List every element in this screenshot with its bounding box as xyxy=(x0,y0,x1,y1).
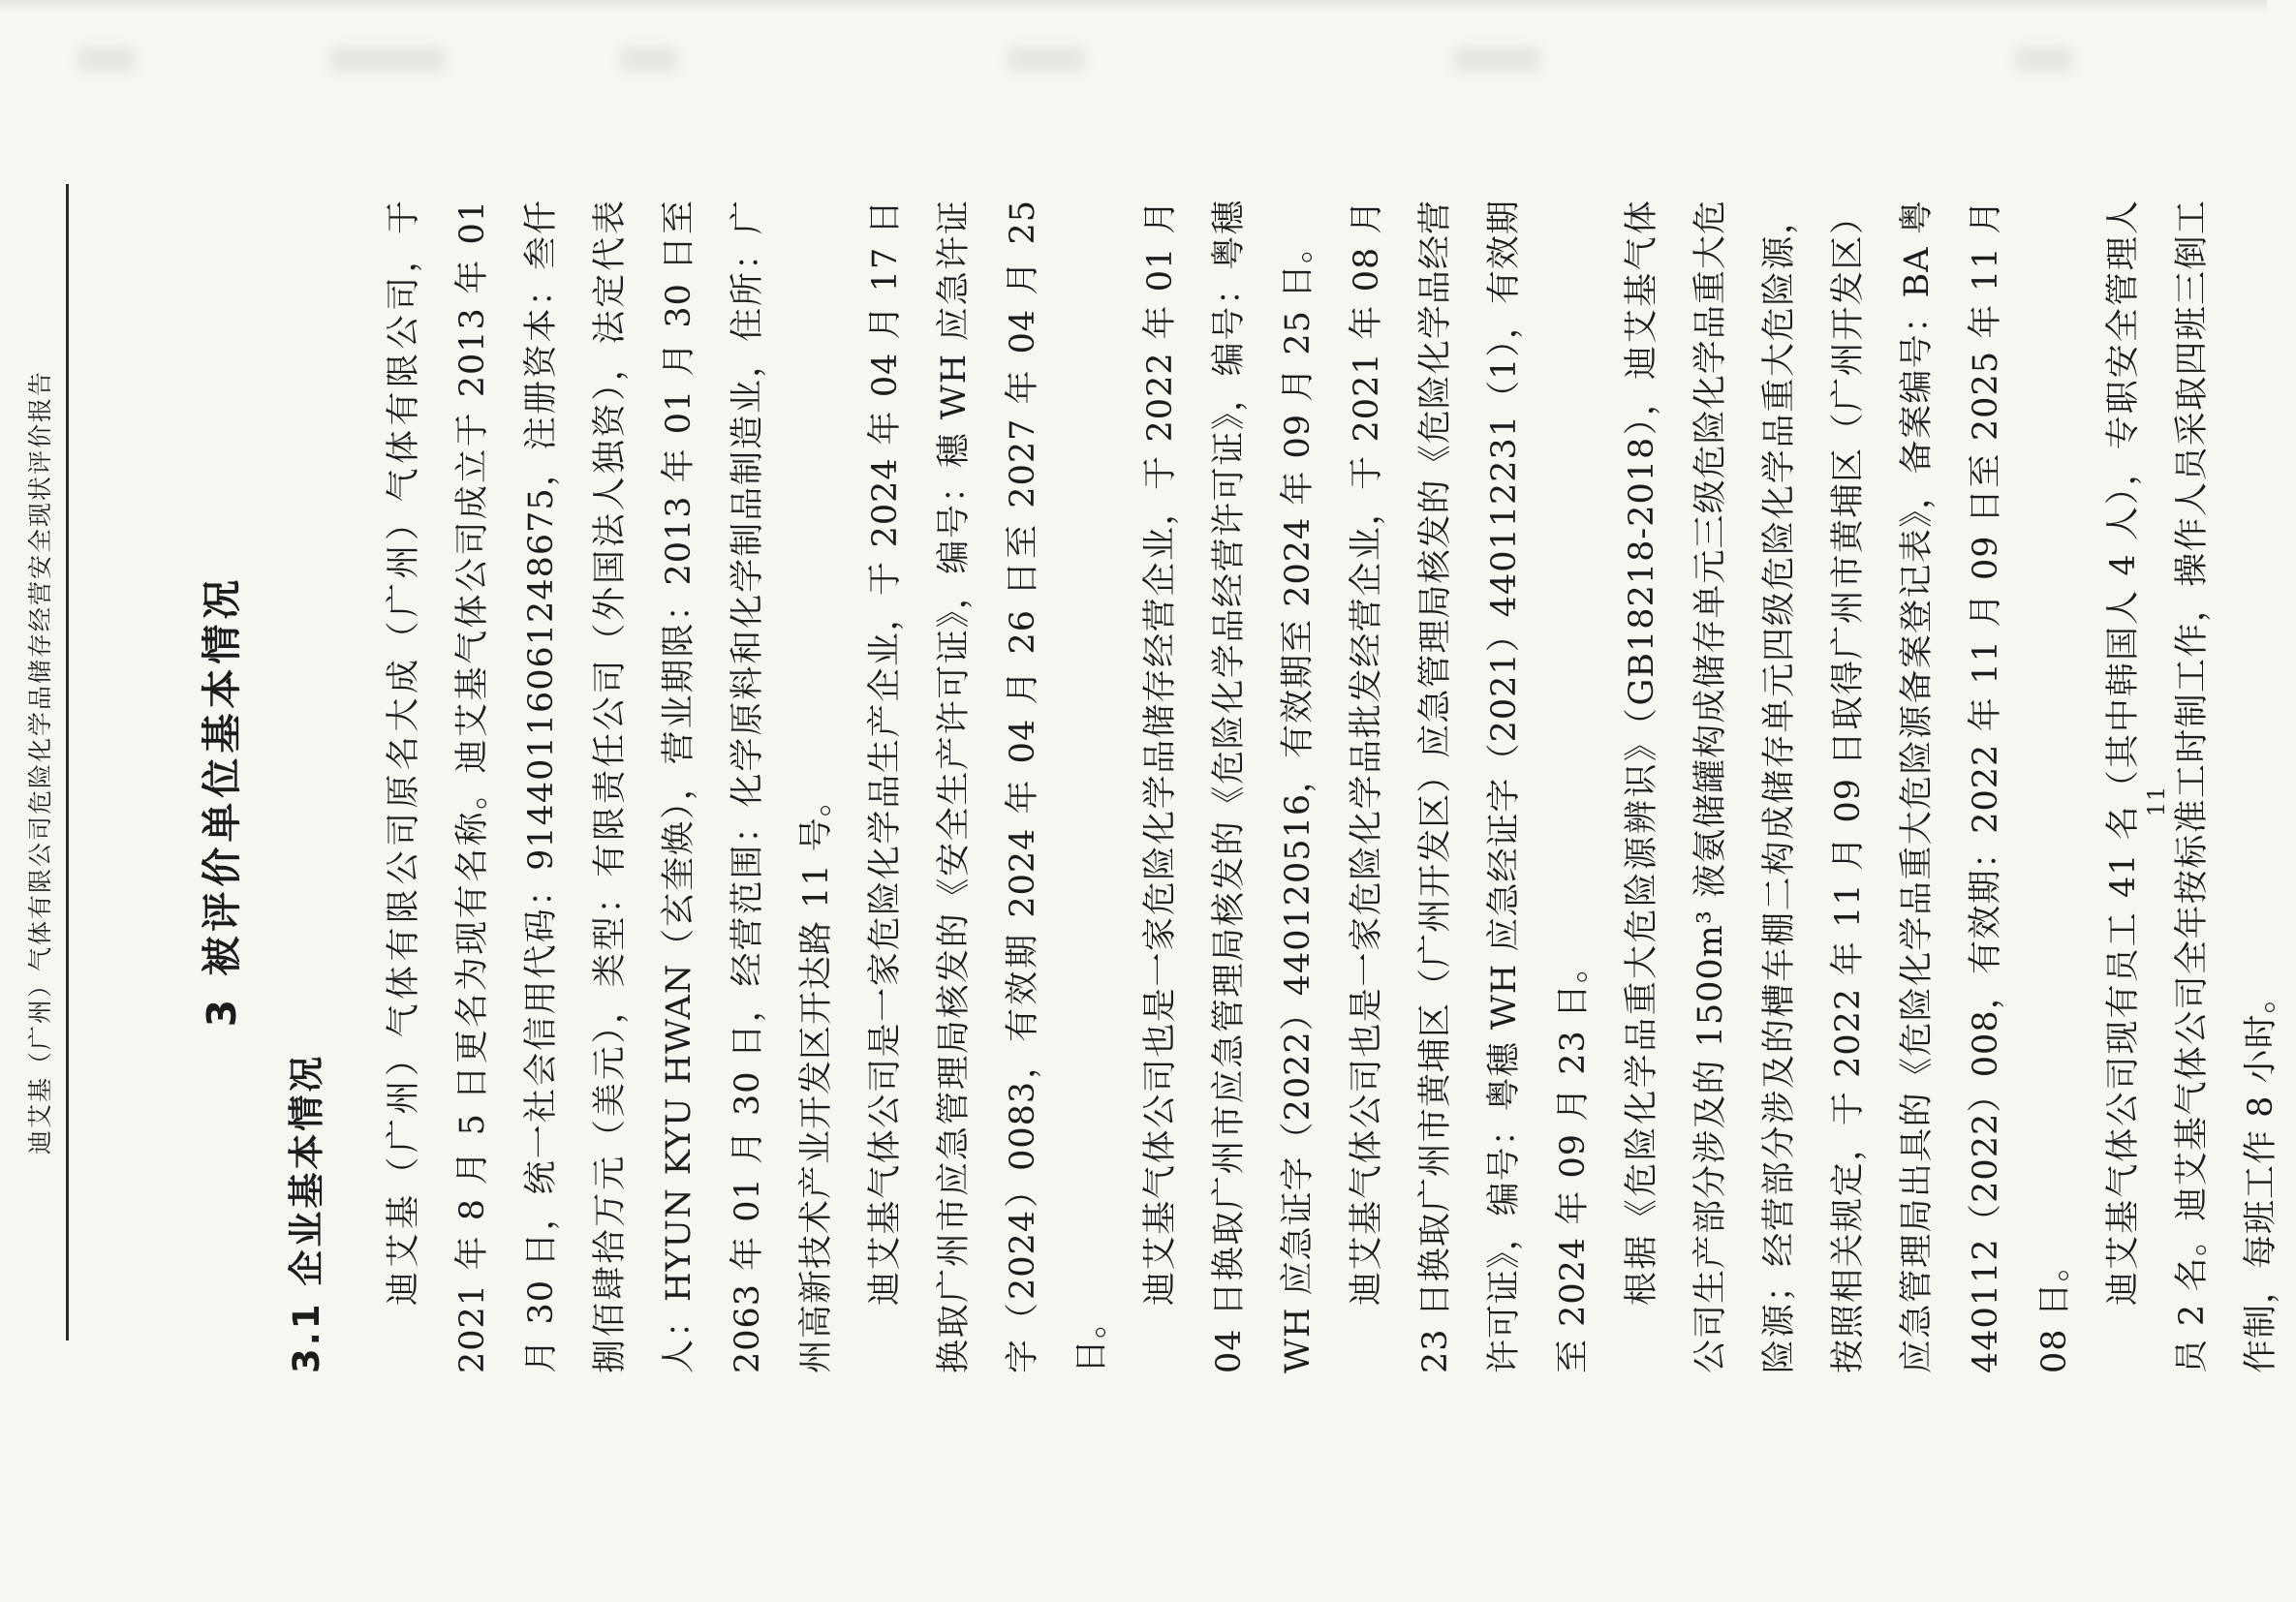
section-title: 3.1 企业基本情况 xyxy=(286,1053,327,1373)
paragraph-wholesale-license: 迪艾基气体公司也是一家危险化学品批发经营企业，于 2021 年 08 月 23 日换取广州市黄埔区（广州开发区）应急管理局核发的《危险化学品经营许可证》，编号：粤穗 WH 应急经证字（2021）440112231（1），有效期至 2024 年 09 月 23 日。 xyxy=(1348,200,1593,1373)
paragraph-company-info: 迪艾基（广州）气体有限公司原名大成（广州）气体有限公司，于 2021 年 8 月 5 日更名为现有名称。迪艾基气体公司成立于 2013 年 01 月 30 日，统一社会信用代码：91440116061248675，注册资本：叁仟捌佰肆拾万元（美元），类型：有限责任公司（外国法人独资），法定代表人：HYUN KYU HWAN（玄奎焕），营业期限：2013 年 01 月 30 日至 2063 年 01 月 30 日，经营范围：化学原料和化学制品制造业，住所：广州高新技术产业开发区开达路 11 号。 xyxy=(385,200,836,1373)
body-text xyxy=(370,200,2296,1373)
page-number: 11 xyxy=(2143,785,2170,817)
running-header: 迪艾基（广州）气体有限公司危险化学品储存经营安全现状评价报告 xyxy=(21,184,69,1340)
paragraph-major-hazard: 根据《危险化学品重大危险源辨识》（GB18218-2018），迪艾基气体公司生产部分涉及的 1500m³ 液氨储罐构成储存单元三级危险化学品重大危险源；经营部分涉及的槽车棚二构成储存单元四级危险化学品重大危险源，按照相关规定，于 2022 年 11 月 09 日取得广州市黄埔区（广州开发区）应急管理局出具的《危险化学品重大危险源备案登记表》，备案编号：BA 粤 440112（2022）008，有效期：2022 年 11 月 09 日至 2025 年 11 月 08 日。 xyxy=(1623,200,2074,1373)
paragraph-staff: 迪艾基气体公司现有员工 41 名（其中韩国人 4 人），专职安全管理人员 2 名。迪艾基气体公司全年按标准工时制工作，操作人员采取四班三倒工作制，每班工作 8 小时。 xyxy=(2104,200,2280,1373)
paragraph-storage-license: 迪艾基气体公司也是一家危险化学品储存经营企业，于 2022 年 01 月 04 日换取广州市应急管理局核发的《危险化学品经营许可证》，编号：粤穗 WH 应急证字（2022）440120516，有效期至 2024 年 09 月 25 日。 xyxy=(1141,200,1318,1373)
paragraph-production-license: 迪艾基气体公司是一家危险化学品生产企业，于 2024 年 04 月 17 日换取广州市应急管理局核发的《安全生产许可证》，编号：穗 WH 应急许证字（2024）0083，有效期 2024 年 04 月 26 日至 2027 年 04 月 25 日。 xyxy=(866,200,1111,1373)
chapter-title: 3 被评价单位基本情况 xyxy=(199,574,245,1028)
